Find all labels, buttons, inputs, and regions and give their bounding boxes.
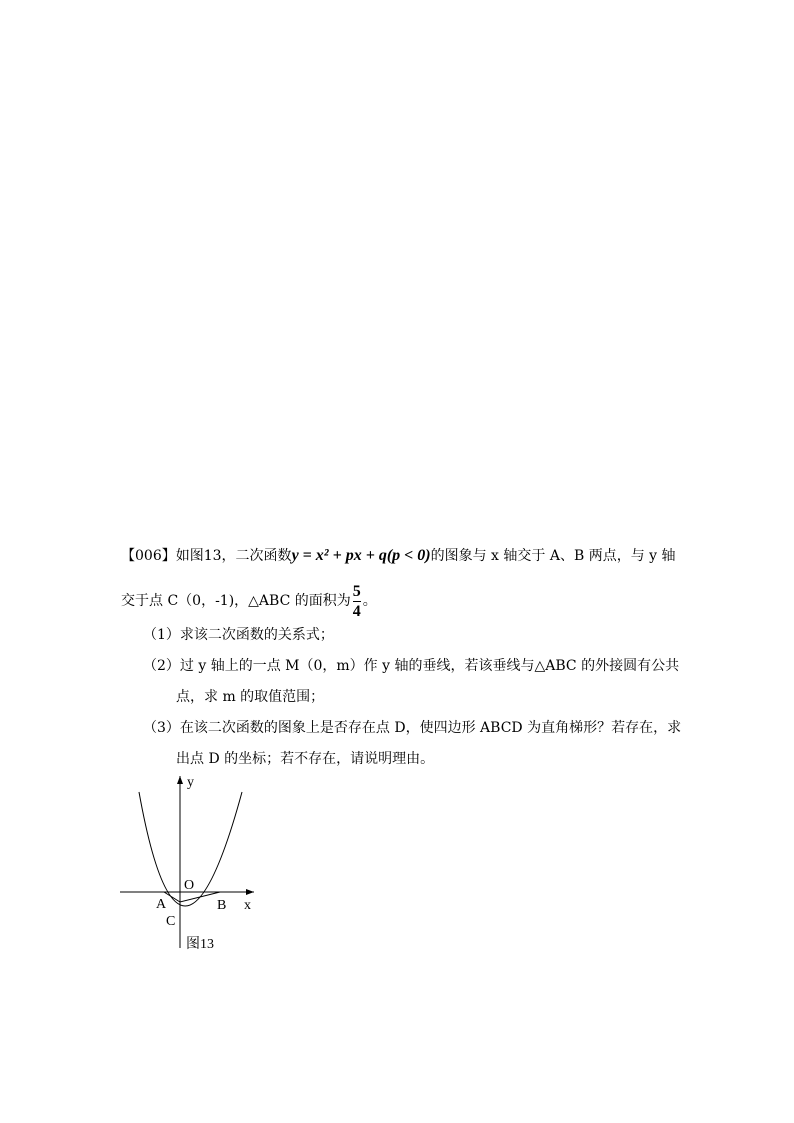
problem-intro-prefix: 如图13，二次函数 [175,548,292,564]
problem-line-1 [121,546,676,566]
origin-label: O [184,878,195,893]
quadratic-formula: y = x² + px + q(p < 0) [291,547,431,564]
x-axis-arrow [246,889,254,895]
point-c-label: C [166,914,176,929]
figure-caption: 图13 [186,937,214,952]
question-3-line-2: 出点 D 的坐标；若不存在，请说明理由。 [176,751,435,767]
y-axis-label: y [187,775,194,790]
x-axis-label: x [244,898,251,913]
point-a-label: A [156,897,167,912]
fraction-denominator: 4 [352,602,361,620]
figure-svg [116,770,276,960]
point-b-label: B [217,898,227,913]
triangle-abc [164,892,220,902]
question-2-line-2: 点，求 m 的取值范围； [176,689,325,705]
line2-suffix: 。 [362,593,377,609]
area-fraction [353,583,361,620]
question-3-line-1: （3）在该二次函数的图象上是否存在点 D，使四边形 ABCD 为直角梯形？若存在，求 [143,720,682,736]
question-2-line-1: （2）过 y 轴上的一点 M（0，m）作 y 轴的垂线，若该垂线与△ABC 的外接圆有公共 [143,658,680,674]
parabola-figure [116,770,276,964]
fraction-numerator: 5 [352,582,361,600]
problem-line-2 [121,582,377,620]
problem-intro-suffix: 的图象与 x 轴交于 A、B 两点，与 y 轴 [430,548,676,564]
problem-tag: 【006】 [121,548,176,564]
y-axis-arrow [177,776,183,784]
line2-prefix: 交于点 C（0，-1)，△ABC 的面积为 [121,593,351,609]
question-1: （1）求该二次函数的关系式； [143,627,334,643]
